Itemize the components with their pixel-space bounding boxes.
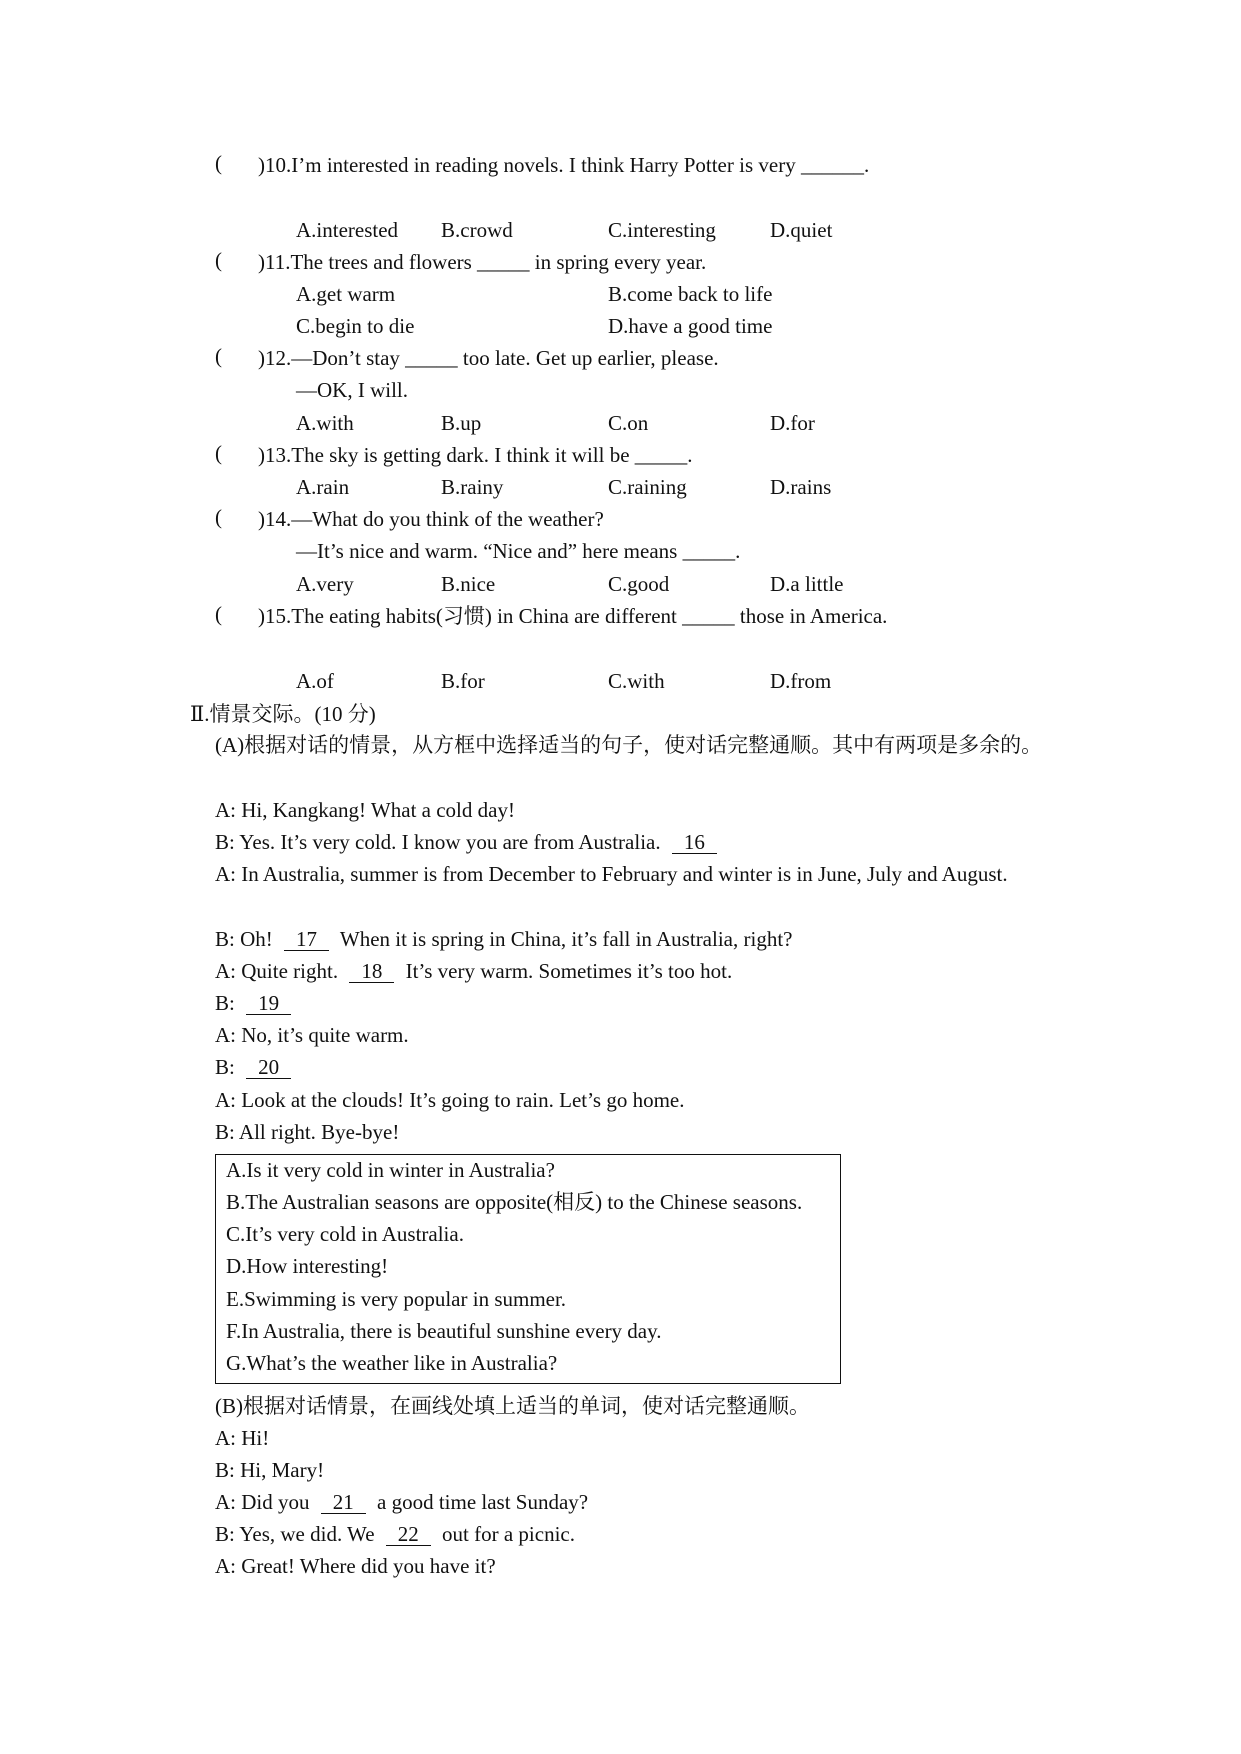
box-option-c: C.It’s very cold in Australia.	[226, 1222, 464, 1246]
q15-option-a: A.of	[296, 669, 334, 693]
q11-option-b: B.come back to life	[608, 282, 773, 306]
blank-17[interactable]: 17	[284, 928, 329, 951]
dialogue-line: A: Great! Where did you have it?	[215, 1554, 496, 1578]
blank-19[interactable]: 19	[246, 992, 291, 1015]
q14-option-c: C.good	[608, 572, 670, 596]
q10-option-c: C.interesting	[608, 218, 716, 242]
answer-paren: (	[215, 505, 222, 529]
dialogue-text: B: Oh!	[215, 927, 278, 951]
blank-16[interactable]: 16	[672, 831, 717, 854]
dialogue-line: B: Hi, Mary!	[215, 1458, 325, 1482]
box-option-d: D.How interesting!	[226, 1254, 389, 1278]
answer-paren: (	[215, 602, 222, 626]
q12-option-d: D.for	[770, 411, 815, 435]
dialogue-text: It’s very warm. Sometimes it’s too hot.	[400, 959, 733, 983]
q13-option-a: A.rain	[296, 475, 350, 499]
q11-option-d: D.have a good time	[608, 314, 773, 338]
dialogue-text: B: Yes. It’s very cold. I know you are from Australia.	[215, 830, 666, 854]
box-option-g: G.What’s the weather like in Australia?	[226, 1351, 558, 1375]
answer-paren: (	[215, 441, 222, 465]
options-box	[215, 1154, 841, 1384]
question-12-reply: —OK, I will.	[296, 378, 408, 402]
answer-paren: (	[215, 248, 222, 272]
q15-option-d: D.from	[770, 669, 832, 693]
q10-option-a: A.interested	[296, 218, 399, 242]
q13-option-c: C.raining	[608, 475, 687, 499]
question-13-stem: )13.The sky is getting dark. I think it will be _____.	[258, 443, 693, 467]
q14-option-a: A.very	[296, 572, 354, 596]
dialogue-text: a good time last Sunday?	[371, 1490, 589, 1514]
dialogue-text: B:	[215, 1055, 241, 1079]
dialogue-line	[215, 1053, 297, 1081]
question-11-stem: )11.The trees and flowers _____ in spring every year.	[258, 250, 707, 274]
q15-option-b: B.for	[441, 669, 485, 693]
q14-option-b: B.nice	[441, 572, 496, 596]
box-option-b: B.The Australian seasons are opposite(相反) to the Chinese seasons.	[226, 1190, 803, 1214]
q10-option-d: D.quiet	[770, 218, 833, 242]
box-option-e: E.Swimming is very popular in summer.	[226, 1287, 567, 1311]
dialogue-line	[215, 1520, 575, 1548]
box-option-a: A.Is it very cold in winter in Australia?	[226, 1158, 555, 1182]
answer-paren: (	[215, 344, 222, 368]
q15-option-c: C.with	[608, 669, 665, 693]
q13-option-b: B.rainy	[441, 475, 504, 499]
dialogue-line: A: Look at the clouds! It’s going to rain. Let’s go home.	[215, 1088, 685, 1112]
dialogue-text: out for a picnic.	[436, 1522, 575, 1546]
q11-option-c: C.begin to die	[296, 314, 415, 338]
dialogue-text: A: Quite right.	[215, 959, 344, 983]
question-14-reply: —It’s nice and warm. “Nice and” here means _____.	[296, 539, 741, 563]
dialogue-line: A: Hi!	[215, 1426, 270, 1450]
section-2-title: Ⅱ.情景交际。(10 分)	[190, 702, 376, 726]
part-a-instruction: (A)根据对话的情景，从方框中选择适当的句子，使对话完整通顺。其中有两项是多余的。	[215, 733, 1043, 757]
dialogue-line	[215, 1488, 588, 1516]
dialogue-line	[215, 989, 297, 1017]
q14-option-d: D.a little	[770, 572, 844, 596]
dialogue-line	[215, 925, 792, 953]
question-15-stem: )15.The eating habits(习惯) in China are different _____ those in America.	[258, 604, 888, 628]
question-12-stem: )12.—Don’t stay _____ too late. Get up earlier, please.	[258, 346, 719, 370]
q12-option-c: C.on	[608, 411, 649, 435]
blank-18[interactable]: 18	[349, 960, 394, 983]
blank-22[interactable]: 22	[386, 1523, 431, 1546]
dialogue-text: A: Did you	[215, 1490, 315, 1514]
dialogue-line: A: In Australia, summer is from December to February and winter is in June, July and August.	[215, 862, 1008, 886]
blank-20[interactable]: 20	[246, 1056, 291, 1079]
dialogue-text: B: Yes, we did. We	[215, 1522, 380, 1546]
question-14-stem: )14.—What do you think of the weather?	[258, 507, 604, 531]
question-10-stem: )10.I’m interested in reading novels. I think Harry Potter is very ______.	[258, 153, 870, 177]
dialogue-line: B: All right. Bye-bye!	[215, 1120, 400, 1144]
dialogue-line: A: No, it’s quite warm.	[215, 1023, 409, 1047]
dialogue-text: When it is spring in China, it’s fall in Australia, right?	[335, 927, 793, 951]
q11-option-a: A.get warm	[296, 282, 396, 306]
q12-option-b: B.up	[441, 411, 482, 435]
dialogue-text: B:	[215, 991, 241, 1015]
blank-21[interactable]: 21	[321, 1491, 366, 1514]
dialogue-line: A: Hi, Kangkang! What a cold day!	[215, 798, 515, 822]
q12-option-a: A.with	[296, 411, 354, 435]
dialogue-line	[215, 957, 732, 985]
q13-option-d: D.rains	[770, 475, 832, 499]
part-b-instruction: (B)根据对话情景，在画线处填上适当的单词，使对话完整通顺。	[215, 1394, 810, 1418]
dialogue-line	[215, 828, 723, 856]
answer-paren: (	[215, 151, 222, 175]
q10-option-b: B.crowd	[441, 218, 513, 242]
box-option-f: F.In Australia, there is beautiful sunshine every day.	[226, 1319, 662, 1343]
